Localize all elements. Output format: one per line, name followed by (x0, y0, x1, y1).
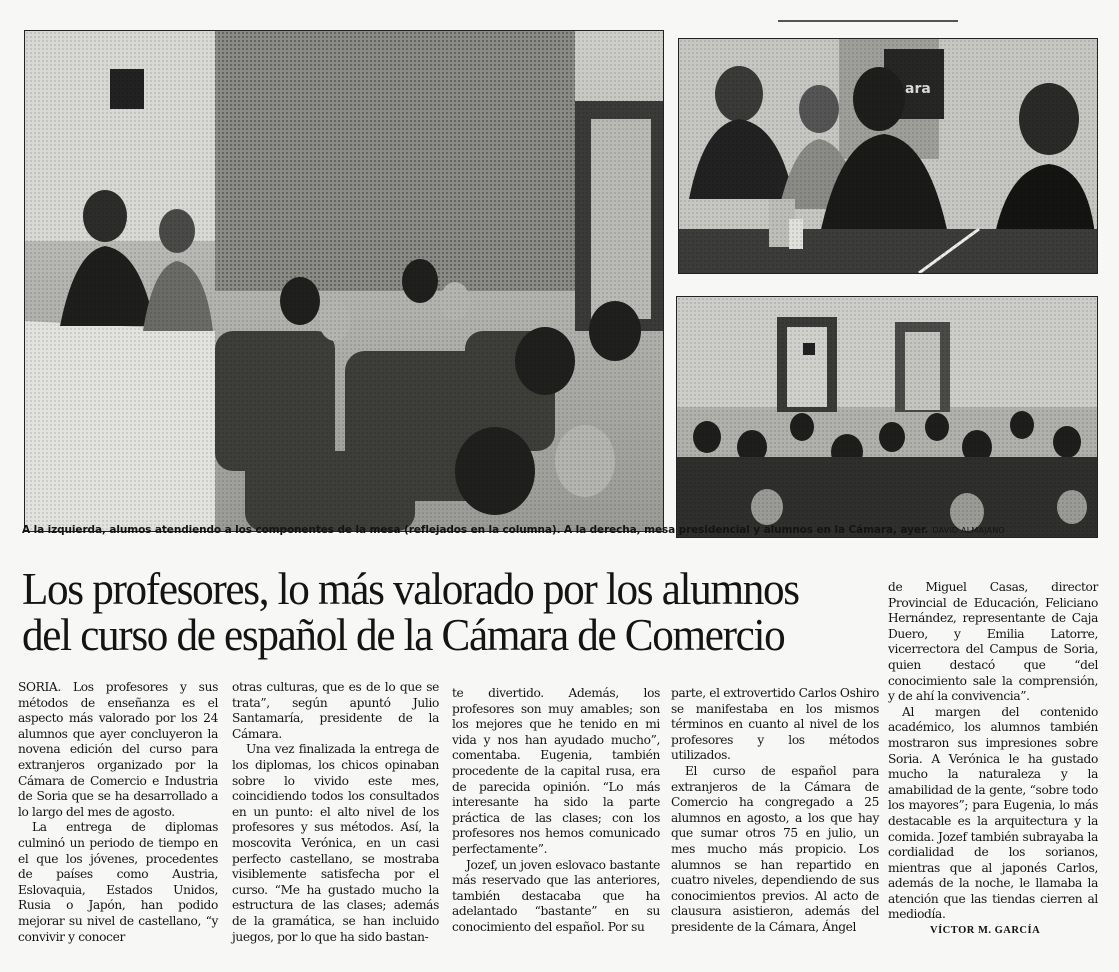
photo-caption (22, 524, 1112, 536)
paragraph: otras culturas, que es de lo que se trata”, según apuntó Julio Santamaría, presidente de la Cámara. (232, 680, 439, 741)
caption-text: A la izquierda, alumos atendiendo a los componentes de la mesa (reflejados en la columna). A la derecha, mesa presidencial y alumnos en la Cámara, ayer. (22, 524, 929, 536)
photo-presidential-table-image (679, 39, 1097, 273)
body-column-4 (671, 686, 879, 936)
headline-line-1: Los profesores, lo más valorado por los alumnos (22, 564, 799, 614)
paragraph: Una vez finalizada la entrega de los diplomas, los chicos opinaban sobre lo vivido este mes, coincidiendo todos los consultados en un punto: el alto nivel de los profesores y sus métodos. Así, la moscovita Verónica, en un casi perfecto castellano, se mostraba visiblemente satisfecha por el curso. “Me ha gustado mucho la estructura de las clases; además de la gramática, se han incluido juegos, por lo que ha sido bastan- (232, 742, 439, 944)
body-column-2 (232, 680, 439, 945)
byline: VÍCTOR M. GARCÍA (930, 925, 1041, 936)
photo-students-camara-image (677, 297, 1097, 537)
paragraph: El curso de español para extranjeros de la Cámara de Comercio ha congregado a 25 alumnos en agosto, a los que hay que sumar otros 75 en julio, un mes mucho más propicio. Los alumnos se han repartido en cuatro niveles, dependiendo de sus conocimientos previos. Al acto de clausura asistieron, además del presidente de la Cámara, Ángel (671, 763, 879, 934)
top-rule (778, 20, 958, 22)
body-column-1 (18, 680, 218, 945)
photo-students-audience-image (25, 31, 663, 531)
photo-students-audience (24, 30, 664, 532)
paragraph: parte, el extrovertido Carlos Oshiro se manifestaba en los mismos términos en cuanto al nivel de los profesores y los métodos utilizados. (671, 686, 879, 763)
headline-line-2: del curso de español de la Cámara de Comercio (22, 610, 785, 660)
body-column-3 (452, 686, 660, 936)
photo-credit: DAVID ALMAJANO (932, 526, 1005, 535)
paragraph: SORIA. Los profesores y sus métodos de enseñanza es el aspecto más valorado por los 24 alumnos que ayer concluyeron la novena edición del curso para extranjeros organizado por la Cámara de Comercio e Industria de Soria que se ha desarrollado a lo largo del mes de agosto. (18, 680, 218, 819)
paragraph: La entrega de diplomas culminó un periodo de tiempo en el que los jóvenes, procedentes de países como Austria, Eslovaquia, Estados Unidos, Rusia o Japón, han podido mejorar su nivel de castellano, “y convivir y conocer (18, 820, 218, 944)
paragraph: Jozef, un joven eslovaco bastante más reservado que las anteriores, también destacaba que ha adelantado “bastante” en su conocimiento del español. Por su (452, 857, 660, 934)
paragraph: te divertido. Además, los profesores son muy amables; son los mejores que he tenido en mi vida y nos han ayudado mucho”, comentaba. Eugenia, también procedente de la capital rusa, era de parecida opinión. “Lo más interesante ha sido la parte práctica de las clases; con los profesores nos hemos comunicado perfectamente”. (452, 686, 660, 856)
headline (22, 566, 848, 658)
body-column-5 (888, 580, 1098, 923)
photo-students-camara (676, 296, 1098, 538)
photo-presidential-table (678, 38, 1098, 274)
paragraph: de Miguel Casas, director Provincial de Educación, Feliciano Hernández, representante de Caja Duero, y Emilia Latorre, vicerrectora del Campus de Soria, quien destacó que “del conocimiento sale la comprensión, y de ahí la convivencia”. (888, 580, 1098, 704)
paragraph: Al margen del contenido académico, los alumnos también mostraron sus impresiones sobre Soria. A Verónica le ha gustado mucho la naturaleza y la amabilidad de la gente, “sobre todo los mayores”; para Eugenia, lo más destacable es la arquitectura y la comida. Jozef también subrayaba la cordialidad de los sorianos, mientras que al japonés Carlos, además de la noche, le llamaba la atención que las tiendas cierren al mediodía. (888, 704, 1098, 922)
